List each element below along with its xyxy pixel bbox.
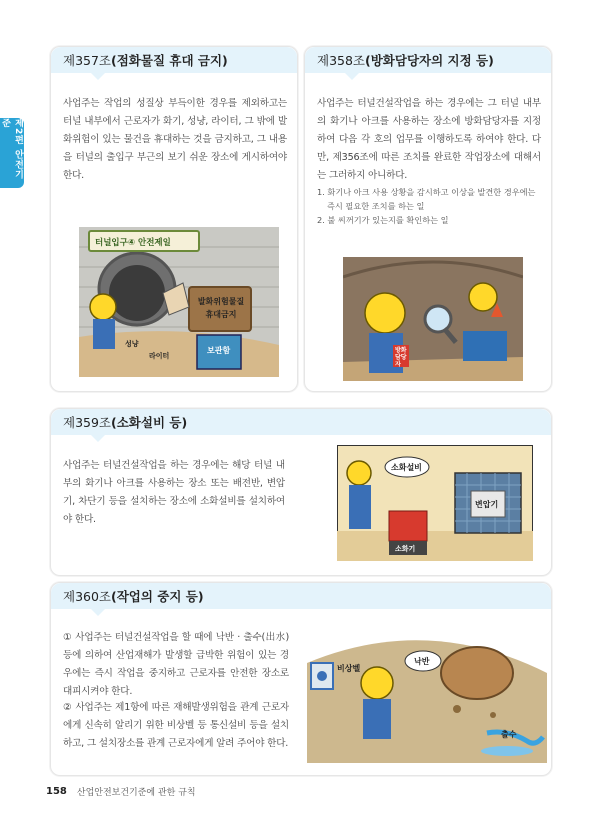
article-number: 제358조 [317, 53, 366, 68]
article-357-header [51, 47, 297, 73]
emergency-bell-label: 비상벨 [337, 664, 361, 673]
article-title: (방화담당자의 지정 등) [365, 53, 494, 68]
article-358-illustration [343, 257, 523, 381]
page-number: 158 [46, 786, 67, 797]
extinguisher-label: 소화기 [395, 545, 416, 553]
article-359-card [50, 408, 552, 576]
article-359-body: 사업주는 터널건설작업을 하는 경우에는 해당 터널 내부의 화기나 아크를 사용하는 장소 또는 배전반, 변압기, 차단기 등을 설치하는 장소에 소화설비를 설치하여야 한다. [63, 460, 285, 525]
transformer-label: 변압기 [475, 500, 499, 509]
article-360-para1: ① 사업주는 터널건설작업을 할 때에 낙반 · 출수(出水) 등에 의하여 산업재해가 발생할 급박한 위험이 있는 경우에는 즉시 작업을 중지하고 근로자를 안전한 장소로 대피시켜야 한다. [63, 632, 289, 697]
article-360-illustration [307, 633, 547, 763]
article-title: (점화물질 휴대 금지) [111, 53, 228, 68]
matches-label: 성냥 [125, 340, 139, 348]
article-360-header [51, 583, 551, 609]
article-360-para2: ② 사업주는 제1항에 따른 재해발생위험을 관계 근로자에게 신속히 알리기 위한 비상벨 등 통신설비 등을 설치하고, 그 설치장소를 관계 근로자에게 알려 주어야 한다. [63, 702, 289, 749]
article-number: 제359조 [63, 415, 112, 430]
article-359-illustration [337, 445, 533, 561]
article-358-list [317, 185, 543, 227]
storage-box-label: 보관함 [207, 346, 231, 355]
section-side-tab [0, 118, 24, 188]
fire-equipment-bubble: 소화설비 [391, 463, 422, 472]
article-358-body: 사업주는 터널건설작업을 하는 경우에는 그 터널 내부의 화기나 아크를 사용하는 장소에 방화담당자를 지정하여 다음 각 호의 업무를 이행하도록 하여야 한다. 다만, 제356조에 따른 조치를 완료한 작업장소에 대해서는 그러하지 아니하다. [317, 98, 541, 181]
article-title: (소화설비 등) [111, 415, 188, 430]
rockfall-label: 낙반 [414, 657, 430, 666]
side-tab-label: 제2편 안전기준 [0, 118, 23, 180]
sign-no-ignition-materials: 발화위험물질 휴대금지 [197, 297, 245, 319]
article-title: (작업의 중지 등) [111, 589, 204, 604]
article-360-card [50, 582, 552, 776]
book-title: 산업안전보건기준에 관한 규칙 [76, 788, 196, 798]
fire-warden-badge: 방화담당자 [395, 347, 407, 368]
list-item: 2. 불 씨꺼기가 있는지를 확인하는 일 [317, 215, 449, 225]
article-number: 제357조 [63, 53, 112, 68]
water-inflow-label: 출수 [501, 730, 517, 739]
article-359-header [51, 409, 551, 435]
sign-tunnel-entrance: 터널입구④ 안전제일 [95, 238, 171, 248]
lighter-label: 라이터 [149, 352, 170, 360]
article-357-illustration [79, 227, 279, 377]
list-item: 1. 화기나 아크 사용 상황을 감시하고 이상을 발견한 경우에는 즉시 필요한 조치를 하는 일 [317, 187, 536, 211]
article-358-header [305, 47, 551, 73]
page-footer [46, 785, 196, 798]
article-357-body: 사업주는 작업의 성질상 부득이한 경우를 제외하고는 터널 내부에서 근로자가 화기, 성냥, 라이터, 그 밖에 발화위험이 있는 물건을 휴대하는 것을 금지하고, 그 내용을 터널의 출입구 부근의 보기 쉬운 장소에 게시하여야 한다. [63, 98, 287, 181]
article-number: 제360조 [63, 589, 112, 604]
article-358-card [304, 46, 552, 392]
article-357-card [50, 46, 298, 392]
